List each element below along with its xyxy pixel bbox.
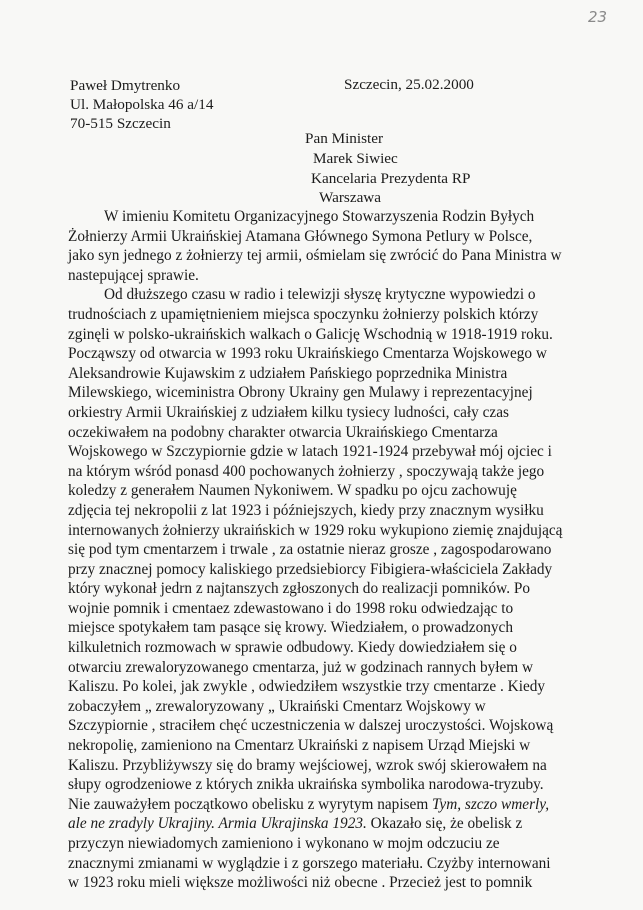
sender-street: Ul. Małopolska 46 a/14 [70, 96, 214, 113]
body-line: Szczypiornie , straciłem chęć uczestniczenia w dalszej uroczystości. Wojskową [68, 717, 554, 735]
body-line: wojnie pomnik i cmentaez zdewastowano i do 1998 roku odwiedzając to [68, 599, 514, 617]
body-line: oczekiwałem na podobny charakter otwarcia Ukraińskiego Cmentarza [68, 423, 498, 441]
body-line: otwarciu zrewaloryzowanego cmentarza, już w godzinach rannych byłem w [68, 658, 534, 676]
body-line: przy znacznej pomocy kaliskiego przedsiebiorcy Fibigiera-właściciela Zakłady [68, 560, 553, 578]
sender-city: 70-515 Szczecin [70, 115, 171, 132]
body-line: Milewskiego, wiceministra Obrony Ukrainy gen Mulawy i reprezentacyjnej [68, 384, 533, 402]
body-line [68, 795, 588, 815]
body-line: W imieniu Komitetu Organizacyjnego Stowarzyszenia Rodzin Byłych [104, 208, 535, 225]
recipient-office: Kancelaria Prezydenta RP [311, 169, 471, 187]
body-line: przyczyn niewiadomych zamieniono i wykonano w mojm odczuciu ze [68, 835, 500, 852]
sender-address [70, 76, 213, 133]
paragraph-2-tail [68, 834, 588, 893]
body-line: Żołnierzy Armii Ukraińskiej Atamana Głównego Symona Petlury w Polsce, [68, 227, 533, 245]
body-line: orkiestry Armii Ukraińskiej z udziałem kilku tysiecy ludności, cały czas [68, 403, 509, 421]
body-line: Począwszy od otwarcia w 1993 roku Ukraińskiego Cmentarza Wojskowego w [68, 345, 547, 363]
body-line: Kaliszu. Po kolei, jak zwykle , odwiedziłem wszystkie trzy cmentarze . Kiedy [68, 678, 546, 696]
body-line: Wojskowego w Szczypiornie gdzie w latach 1921-1924 przebywał mój ojciec i [68, 443, 552, 461]
letter-date: Szczecin, 25.02.2000 [344, 76, 474, 93]
body-line: internowanych żołnierzy ukraińskich w 1929 roku wykupiono ziemię znajdującą [68, 521, 563, 539]
inscription-text: Tym, szczo wmerly, [432, 795, 550, 813]
recipient-city: Warszawa [319, 189, 382, 207]
body-line: nastepującej sprawie. [68, 266, 199, 284]
body-line: kilkuletnich rozmowach w sprawie odbudowy. Kiedy dowiedziałem się o [68, 639, 517, 657]
paragraph-2 [68, 285, 588, 794]
body-line: zdjęcia tej nekropolii z lat 1923 i późniejszych, kiedy przy znacznym wysiłku [68, 501, 544, 519]
inscription-text: ale ne zradyly Ukrajiny. Armia Ukrajinska 1923. [68, 815, 367, 833]
body-line: Kaliszu. Przybliżywszy się do bramy wejściowej, wzrok swój skierowałem na [68, 756, 547, 774]
recipient-address [305, 129, 470, 208]
recipient-name: Marek Siwiec [313, 149, 398, 167]
body-line: jako syn jednego z żołnierzy tej armii, ośmielam się zwrócić do Pana Ministra w [68, 247, 562, 265]
body-line: w 1923 roku mieli większe możliwości niż obecne . Przecież jest to pomnik [68, 874, 533, 892]
body-line: na którym wśród ponasd 400 pochowanych żołnierzy , spoczywają także jego [68, 462, 545, 480]
page-number: 23 [588, 8, 608, 26]
body-line: się pod tym cmentarzem i trwale , za ostatnie nieraz grosze , zagospodarowano [68, 541, 552, 559]
recipient-title: Pan Minister [305, 130, 384, 147]
body-line: znacznymi zmianami w wyglądzie i z gorszego materiału. Czyżby internowani [68, 854, 551, 872]
body-line: Od dłuższego czasu w radio i telewizji słyszę krytyczne wypowiedzi o [104, 286, 536, 304]
body-line: koledzy z generałem Naumen Nykoniwem. W spadku po ojcu zachowuję [68, 482, 517, 500]
sender-name: Paweł Dmytrenko [70, 77, 181, 94]
body-line: Aleksandrowie Kujawskim z udziałem Pańskiego poprzednika Ministra [68, 364, 508, 382]
body-line [68, 814, 588, 834]
body-line: słupy ogrodzeniowe z których znikła ukraińska symbolika narodowa-tryzuby. [68, 776, 544, 794]
body-line-text: Nie zauważyłem początkowo obelisku z wyrytym napisem [68, 795, 433, 813]
body-line: zobaczyłem „ zrewaloryzowany „ Ukraiński Cmentarz Wojskowy w [68, 697, 486, 715]
body-line: nekropolię, zamieniono na Cmentarz Ukraiński z napisem Urząd Miejski w [68, 737, 531, 755]
body-line-text: Okazało się, że obelisk z [366, 815, 523, 833]
paragraph-1 [68, 207, 588, 285]
body-line: miejsce spotykałem tam pasące się krowy. Wiedziałem, o prowadzonych [68, 619, 513, 637]
letter-body [68, 207, 588, 893]
body-line: trudnościach z upamiętnieniem miejsca spoczynku żołnierzy polskich którzy [68, 305, 539, 323]
body-line: który wykonał jedrn z najtanszych zgłoszonych do realizacji pomników. Po [68, 580, 531, 598]
body-line: zginęli w polsko-ukraińskich walkach o Galicję Wschodnią w 1918-1919 roku. [68, 325, 553, 343]
